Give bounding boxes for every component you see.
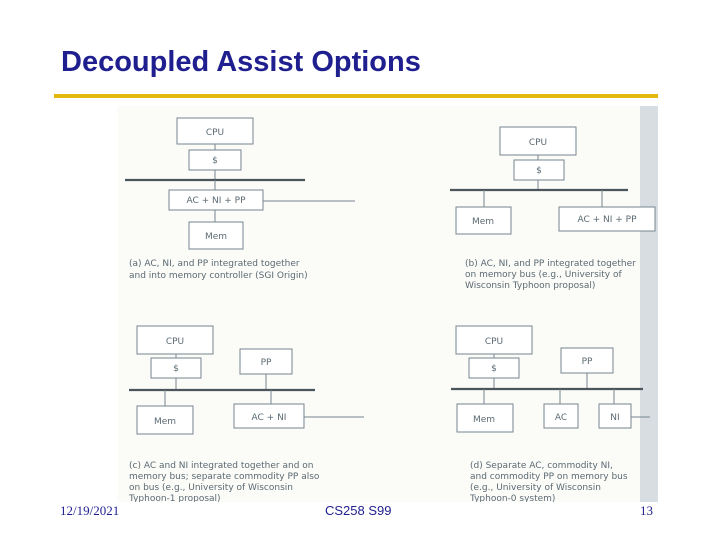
panel-d-pp-label: PP xyxy=(581,357,593,367)
panel-b-caption-line-2: on memory bus (e.g., University of xyxy=(465,270,622,280)
panel-a-caption-line-2: and into memory controller (SGI Origin) xyxy=(129,271,308,281)
panel-c-caption-line-4: Typhoon-1 proposal) xyxy=(129,494,221,502)
panel-d-caption-line-2: and commodity PP on memory bus xyxy=(470,472,628,482)
panel-d-cpu-label: CPU xyxy=(484,337,504,347)
panel-a-caption-line-1: (a) AC, NI, and PP integrated together xyxy=(129,259,300,269)
panel-b-mem-label: Mem xyxy=(471,217,495,227)
title-underline xyxy=(54,94,658,98)
panel-d-ac-label: AC xyxy=(554,413,568,423)
panel-b-caption-line-1: (b) AC, NI, and PP integrated together xyxy=(465,259,636,269)
panel-c-mem-label: Mem xyxy=(153,417,177,427)
panel-d xyxy=(451,326,650,502)
assist-options-diagram xyxy=(118,106,658,502)
panel-c-acni-label: AC + NI xyxy=(251,413,287,423)
panel-b-cpu-label: CPU xyxy=(528,138,548,148)
panel-c-cache-label: $ xyxy=(173,364,179,374)
footer-page-number: 13 xyxy=(640,503,653,518)
panel-d-caption-line-1: (d) Separate AC, commodity NI, xyxy=(470,461,613,471)
panel-a-combined-label: AC + NI + PP xyxy=(186,196,246,206)
panel-c-caption-line-1: (c) AC and NI integrated together and on xyxy=(129,461,314,471)
panel-a-cpu-label: CPU xyxy=(205,128,225,138)
footer-date: 12/19/2021 xyxy=(60,503,120,518)
slide-title: Decoupled Assist Options xyxy=(61,46,421,78)
panel-b-caption-line-3: Wisconsin Typhoon proposal) xyxy=(465,281,596,291)
panel-a-caption xyxy=(129,259,308,281)
panel-d-mem-label: Mem xyxy=(472,415,496,425)
panel-c-cpu-label: CPU xyxy=(165,337,185,347)
panel-c-caption-line-3: on bus (e.g., University of Wisconsin xyxy=(129,483,293,493)
panel-d-caption xyxy=(469,461,628,502)
panel-c-pp-label: PP xyxy=(260,358,272,368)
panel-a xyxy=(125,118,355,281)
panel-c-caption xyxy=(128,461,320,502)
panel-d-ni-label: NI xyxy=(610,413,620,423)
panel-c-caption-line-2: memory bus; separate commodity PP also xyxy=(129,472,320,482)
panel-d-caption-line-4: Typhoon-0 system) xyxy=(470,494,556,502)
panel-b-cache-label: $ xyxy=(536,166,542,176)
panel-b xyxy=(450,127,655,291)
panel-a-mem-label: Mem xyxy=(204,232,228,242)
panel-a-cache-label: $ xyxy=(212,156,218,166)
panel-c xyxy=(128,326,364,502)
panel-d-cache-label: $ xyxy=(491,364,497,374)
panel-d-caption-line-3: (e.g., University of Wisconsin xyxy=(470,483,601,493)
panel-b-combined-label: AC + NI + PP xyxy=(577,215,637,225)
panel-b-caption xyxy=(465,259,636,291)
footer-course: CS258 S99 xyxy=(325,503,392,518)
